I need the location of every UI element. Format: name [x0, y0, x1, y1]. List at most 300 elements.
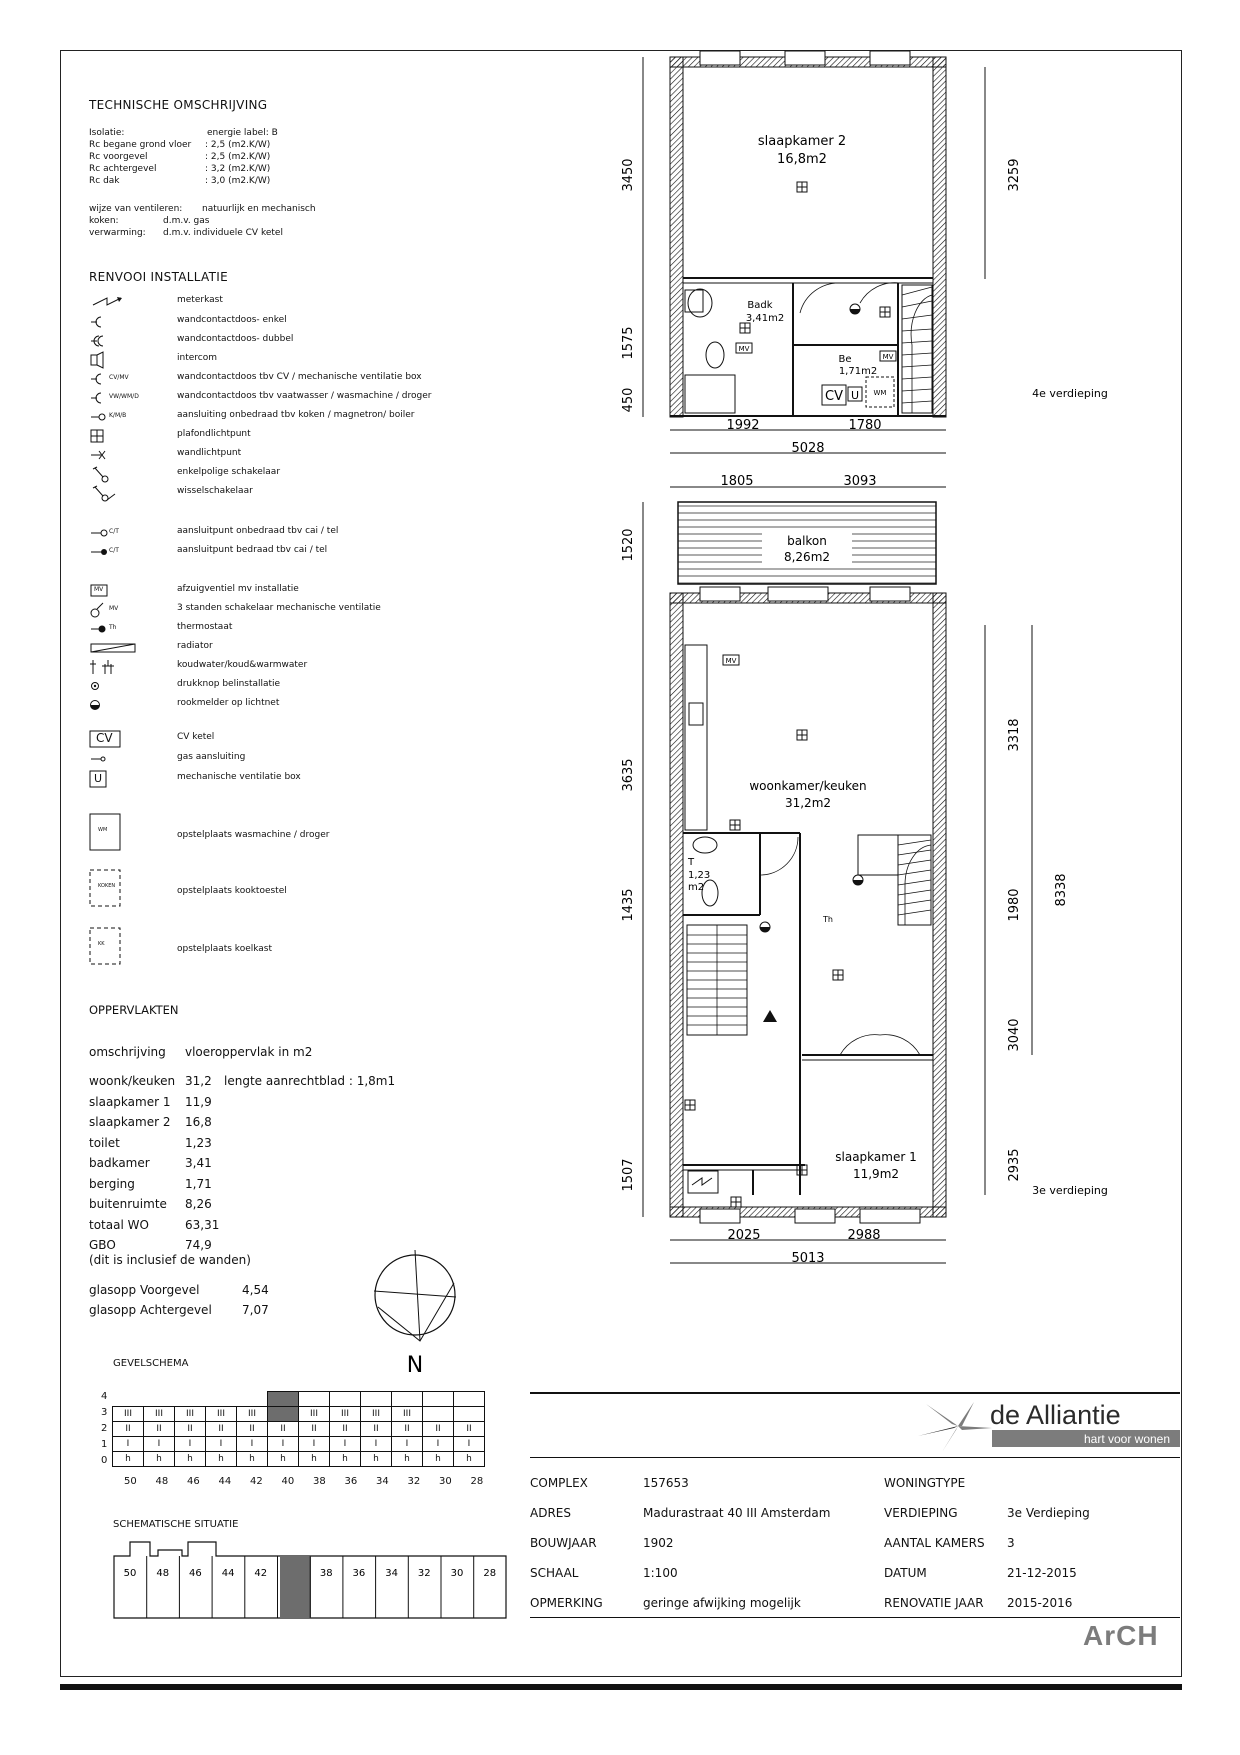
legend-row — [89, 868, 469, 896]
mv-switch-icon — [89, 601, 164, 617]
titleblock-value: geringe afwijking mogelijk — [643, 1596, 801, 1610]
legend-label: wisselschakelaar — [177, 486, 253, 496]
area-row — [89, 1136, 469, 1152]
gevel-house-number: 32 — [407, 1476, 421, 1487]
socket-wm-icon — [89, 389, 164, 405]
svg-text:8338: 8338 — [1054, 873, 1069, 907]
gevel-house-number: 48 — [155, 1476, 169, 1487]
gevel-cell: II — [299, 1422, 330, 1437]
svg-text:WM: WM — [873, 389, 887, 397]
svg-text:3040: 3040 — [1007, 1018, 1022, 1052]
cv-boiler-icon — [89, 730, 164, 746]
thermostat-icon — [89, 620, 164, 636]
gevel-cell: h — [206, 1452, 237, 1467]
legend-code: Th — [109, 624, 117, 631]
room-badk-name: Badk — [747, 300, 773, 311]
meterkast-icon — [89, 293, 164, 309]
plan-upper — [621, 51, 1108, 456]
ceiling-light-icon — [833, 970, 843, 980]
gevel-cell: II — [206, 1422, 237, 1437]
area-value: 31,2 — [185, 1074, 212, 1088]
ceiling-light-icon — [89, 427, 164, 443]
connection-icon — [89, 408, 164, 424]
gevel-cell: I — [206, 1437, 237, 1452]
room-slaapkamer1-name: slaapkamer 1 — [835, 1150, 917, 1164]
room-toilet-unit: m2 — [688, 882, 705, 893]
gevel-cell: I — [299, 1437, 330, 1452]
legend-row — [89, 770, 469, 786]
room-toilet-name: T — [688, 857, 695, 868]
svg-text:5028: 5028 — [791, 441, 825, 456]
vent-key: koken: — [89, 216, 119, 226]
legend-label: drukknop belinstallatie — [177, 679, 281, 689]
gevel-cell — [423, 1407, 454, 1422]
gevel-level-label: 0 — [101, 1455, 108, 1466]
titleblock-rule-top — [530, 1392, 1180, 1394]
legend-row — [89, 750, 469, 766]
legend-label: wandcontactdoos- enkel — [177, 315, 287, 325]
gevel-level-label: 3 — [101, 1407, 108, 1418]
area-value: 1,71 — [185, 1176, 212, 1191]
svg-text:3259: 3259 — [1007, 158, 1022, 192]
area-name: slaapkamer 2 — [89, 1115, 171, 1129]
svg-text:450: 450 — [621, 387, 636, 413]
gevel-cell — [268, 1392, 299, 1407]
legend-row — [89, 524, 469, 540]
legend-row — [89, 484, 469, 500]
area-row — [89, 1177, 469, 1193]
gevel-cell — [175, 1392, 206, 1407]
legend-row — [89, 293, 469, 309]
legend-label: gas aansluiting — [177, 752, 246, 762]
ceiling-light-icon — [731, 1197, 741, 1207]
situatie-house-number: 48 — [156, 1568, 170, 1579]
gevel-cell: II — [392, 1422, 423, 1437]
gevel-cell — [330, 1392, 361, 1407]
balkon-name: balkon — [787, 534, 827, 548]
gevelschema-title: GEVELSCHEMA — [113, 1358, 189, 1369]
meterkast-icon — [692, 1178, 712, 1185]
area-value: 16,8 — [185, 1115, 212, 1129]
situatie-house-number: 28 — [483, 1568, 497, 1579]
legend-row — [89, 351, 469, 367]
gevel-cell: I — [268, 1437, 299, 1452]
titleblock-label: VERDIEPING — [884, 1506, 958, 1520]
tech-key: Rc achtergevel — [89, 164, 157, 174]
legend-label: 3 standen schakelaar mechanische ventilatie — [177, 603, 381, 613]
socket-single-icon — [89, 313, 164, 329]
gevel-cell — [454, 1392, 485, 1407]
titleblock-value: 1:100 — [643, 1566, 678, 1580]
svg-text:1507: 1507 — [621, 1158, 636, 1192]
glass-value: 4,54 — [242, 1283, 269, 1297]
gevel-cell: II — [361, 1422, 392, 1437]
glass-name: glasopp Achtergevel — [89, 1303, 212, 1317]
legend-row — [89, 427, 469, 443]
area-name: GBO — [89, 1238, 116, 1252]
level-4e: 4e verdieping — [1032, 387, 1108, 400]
logo-tagline: hart voor wonen — [1083, 1432, 1171, 1446]
gbo-note: (dit is inclusief de wanden) — [89, 1253, 251, 1267]
gevel-level-label: 1 — [101, 1439, 108, 1450]
titleblock-value: Madurastraat 40 III Amsterdam — [643, 1506, 831, 1520]
tap-icon — [89, 658, 164, 674]
svg-text:1780: 1780 — [848, 418, 882, 433]
gevel-cell: I — [454, 1437, 485, 1452]
tech-value: energie label: B — [207, 128, 278, 138]
cooker-icon — [89, 868, 164, 889]
wall-light-icon — [89, 446, 164, 462]
north-label: N — [406, 1353, 424, 1378]
ceiling-light-icon — [880, 307, 890, 317]
bottom-rule — [60, 1684, 1182, 1690]
gevel-cell: h — [144, 1452, 175, 1467]
gevel-cell: III — [237, 1407, 268, 1422]
gevel-cell — [268, 1407, 299, 1422]
header-vloeroppervlak: vloeroppervlak in m2 — [185, 1045, 313, 1059]
gevel-cell: h — [423, 1452, 454, 1467]
legend-row — [89, 730, 469, 746]
room-slaapkamer2-area: 16,8m2 — [777, 152, 827, 167]
room-badk-area: 3,41m2 — [745, 313, 785, 324]
arch-logo: ArCH — [1083, 1620, 1159, 1651]
svg-text:MV: MV — [738, 345, 750, 353]
area-name: slaapkamer 1 — [89, 1094, 171, 1109]
area-value: 1,23 — [185, 1135, 212, 1150]
gevel-cell: III — [299, 1407, 330, 1422]
gevel-cell: III — [175, 1407, 206, 1422]
gevel-cell: II — [113, 1422, 144, 1437]
legend-label: enkelpolige schakelaar — [177, 467, 281, 477]
gevel-cell: I — [330, 1437, 361, 1452]
tech-key: Isolatie: — [89, 128, 125, 138]
gevel-house-number: 28 — [470, 1476, 484, 1487]
titleblock-label: COMPLEX — [530, 1476, 588, 1490]
area-value: 8,26 — [185, 1197, 212, 1211]
gevel-cell: II — [330, 1422, 361, 1437]
legend-label: meterkast — [177, 295, 223, 305]
socket-cv-icon — [89, 370, 164, 386]
gevel-cell — [423, 1392, 454, 1407]
glass-value: 7,07 — [242, 1303, 269, 1317]
svg-text:3635: 3635 — [621, 758, 636, 792]
legend-row — [89, 446, 469, 462]
legend-label: plafondlichtpunt — [177, 429, 251, 439]
area-row — [89, 1074, 469, 1090]
gevel-cell: III — [392, 1407, 423, 1422]
titleblock-label: SCHAAL — [530, 1566, 579, 1580]
gevel-cell — [361, 1392, 392, 1407]
room-toilet-area: 1,23 — [688, 870, 711, 881]
legend-label: radiator — [177, 641, 213, 651]
gevel-cell: h — [392, 1452, 423, 1467]
gevel-cell: II — [144, 1422, 175, 1437]
tech-key: Rc voorgevel — [89, 152, 148, 162]
gevel-cell — [299, 1392, 330, 1407]
legend-code: CV — [96, 731, 113, 745]
north-compass — [360, 1245, 470, 1380]
gevel-house-number: 44 — [218, 1476, 232, 1487]
legend-label: aansluitpunt bedraad tbv cai / tel — [177, 545, 328, 555]
alliantie-star-icon — [918, 1402, 992, 1452]
gevel-cell — [144, 1392, 175, 1407]
situatie-house-number: 44 — [221, 1568, 235, 1579]
titleblock-label: AANTAL KAMERS — [884, 1536, 985, 1550]
alternating-switch-icon — [89, 484, 164, 500]
gevel-cell: h — [268, 1452, 299, 1467]
svg-text:1435: 1435 — [621, 888, 636, 922]
legend-row — [89, 696, 469, 712]
ceiling-light-icon — [730, 820, 740, 830]
legend-label: wandcontactdoos tbv vaatwasser / wasmachine / droger — [177, 391, 432, 401]
situatie-house-number: 38 — [319, 1568, 333, 1579]
area-value: 63,31 — [185, 1217, 220, 1232]
legend-code: C/T — [109, 547, 119, 554]
legend-code: U — [94, 772, 103, 785]
svg-text:2025: 2025 — [727, 1228, 761, 1243]
room-be-area: 1,71m2 — [838, 366, 878, 377]
situatie-house-number: 32 — [417, 1568, 431, 1579]
room-slaapkamer2-name: slaapkamer 2 — [757, 134, 847, 149]
tech-key: Rc dak — [89, 176, 120, 186]
svg-text:3093: 3093 — [843, 474, 877, 489]
gevelschema-table — [112, 1391, 485, 1467]
legend-row — [89, 370, 469, 386]
legend-row — [89, 332, 469, 348]
legend-row — [89, 620, 469, 636]
legend-label: rookmelder op lichtnet — [177, 698, 280, 708]
titleblock-label: DATUM — [884, 1566, 927, 1580]
de-alliantie-logo — [912, 1396, 1182, 1458]
legend-code: WM — [98, 827, 108, 833]
area-row — [89, 1218, 469, 1234]
tech-value: : 2,5 (m2.K/W) — [205, 140, 271, 150]
tech-value: : 3,2 (m2.K/W) — [205, 164, 271, 174]
tech-value: : 3,0 (m2.K/W) — [205, 176, 271, 186]
gevel-house-number: 30 — [439, 1476, 452, 1487]
svg-text:1805: 1805 — [720, 474, 754, 489]
gevel-house-number: 40 — [281, 1476, 295, 1487]
legend-label: wandcontactdoos tbv CV / mechanische ventilatie box — [177, 372, 422, 382]
gevel-house-number: 34 — [376, 1476, 389, 1487]
technische-title: TECHNISCHE OMSCHRIJVING — [89, 98, 268, 112]
titleblock-label: OPMERKING — [530, 1596, 603, 1610]
svg-text:3450: 3450 — [621, 158, 636, 192]
socket-double-icon — [89, 332, 164, 348]
renvooi-title: RENVOOI INSTALLATIE — [89, 270, 228, 284]
vent-value: d.m.v. individuele CV ketel — [163, 228, 283, 238]
legend-label: thermostaat — [177, 622, 233, 632]
legend-code: VW/WM/D — [109, 393, 139, 400]
gevel-house-number: 36 — [344, 1476, 358, 1487]
legend-label: intercom — [177, 353, 217, 363]
svg-text:MV: MV — [725, 657, 737, 665]
area-row — [89, 1156, 469, 1172]
legend-row — [89, 658, 469, 674]
legend-label: opstelplaats kooktoestel — [177, 886, 287, 896]
gevel-cell: III — [330, 1407, 361, 1422]
legend-row — [89, 389, 469, 405]
logo-name: de Alliantie — [990, 1400, 1121, 1430]
warning-triangle-icon — [763, 1010, 777, 1022]
ceiling-light-icon — [797, 1165, 807, 1175]
plan-lower — [621, 474, 1108, 1266]
situatie-house-number: 42 — [254, 1568, 268, 1579]
situatie-diagram — [112, 1540, 508, 1620]
svg-text:1575: 1575 — [621, 326, 636, 360]
fridge-icon — [89, 926, 164, 947]
legend-code: MV — [109, 605, 119, 612]
oppervlakten-title: OPPERVLAKTEN — [89, 1003, 179, 1017]
intercom-icon — [89, 351, 164, 367]
titleblock-label: RENOVATIE JAAR — [884, 1596, 984, 1610]
vent-value: d.m.v. gas — [163, 216, 210, 226]
compass-circle-icon — [375, 1255, 455, 1335]
balkon-area-value: 8,26m2 — [783, 550, 831, 564]
svg-text:U: U — [850, 389, 860, 402]
tech-value: : 2,5 (m2.K/W) — [205, 152, 271, 162]
legend-code: KK — [98, 941, 105, 947]
area-value: 11,9 — [185, 1094, 212, 1109]
gevel-level-label: 4 — [101, 1391, 108, 1402]
area-note: lengte aanrechtblad : 1,8m1 — [224, 1074, 396, 1088]
svg-text:3318: 3318 — [1007, 718, 1022, 752]
situatie-current-house — [280, 1556, 311, 1618]
area-name: buitenruimte — [89, 1197, 167, 1211]
ceiling-light-icon — [685, 1100, 695, 1110]
gevel-cell: h — [175, 1452, 206, 1467]
ventilation-box-icon — [89, 770, 164, 786]
area-name: toilet — [89, 1135, 120, 1150]
doorbell-icon — [89, 677, 164, 693]
legend-label: wandcontactdoos- dubbel — [177, 334, 294, 344]
vent-value: natuurlijk en mechanisch — [202, 204, 316, 214]
legend-code: MV — [94, 586, 104, 593]
legend-label: mechanische ventilatie box — [177, 772, 301, 782]
gevel-cell: h — [454, 1452, 485, 1467]
vent-key: verwarming: — [89, 228, 146, 238]
meterkast-box — [688, 1171, 718, 1193]
glass-name: glasopp Voorgevel — [89, 1283, 200, 1297]
radiator-icon — [89, 639, 164, 655]
mv-vent-icon — [89, 582, 164, 598]
situatie-house-number: 34 — [385, 1568, 398, 1579]
oppervlakten-header — [89, 1045, 469, 1061]
gevel-cell: II — [268, 1422, 299, 1437]
situatie-house-number: 50 — [123, 1568, 137, 1579]
gevel-cell: I — [361, 1437, 392, 1452]
legend-label: aansluitpunt onbedraad tbv cai / tel — [177, 526, 339, 536]
legend-label: wandlichtpunt — [177, 448, 242, 458]
gevel-house-number: 42 — [250, 1476, 263, 1487]
legend-label: opstelplaats wasmachine / droger — [177, 830, 330, 840]
svg-text:5013: 5013 — [791, 1251, 825, 1266]
gas-icon — [89, 750, 164, 766]
level-3e: 3e verdieping — [1032, 1184, 1108, 1197]
legend-code: KOKEN — [98, 883, 116, 889]
titleblock-value: 3e Verdieping — [1007, 1506, 1090, 1520]
gevel-cell: II — [454, 1422, 485, 1437]
gevel-cell: III — [144, 1407, 175, 1422]
vent-key: wijze van ventileren: — [89, 204, 183, 214]
room-woonkamer-name: woonkamer/keuken — [749, 779, 867, 793]
titleblock-value: 1902 — [643, 1536, 674, 1550]
gevel-house-number: 38 — [313, 1476, 326, 1487]
situatie-house-number: 46 — [189, 1568, 202, 1579]
gevel-cell: II — [237, 1422, 268, 1437]
gevel-cell: III — [206, 1407, 237, 1422]
gevel-cell: h — [237, 1452, 268, 1467]
area-name: badkamer — [89, 1156, 150, 1170]
ceiling-light-icon — [797, 730, 807, 740]
gevel-cell: I — [237, 1437, 268, 1452]
cai-unwired-icon — [89, 524, 164, 540]
room-slaapkamer1-area: 11,9m2 — [852, 1167, 900, 1181]
svg-text:Th: Th — [823, 915, 833, 924]
gevel-cell: I — [175, 1437, 206, 1452]
legend-row — [89, 313, 469, 329]
legend-row — [89, 582, 469, 598]
upper-cv: CV — [825, 389, 843, 404]
gevel-cell: h — [361, 1452, 392, 1467]
titleblock-label: BOUWJAAR — [530, 1536, 597, 1550]
situatie-title: SCHEMATISCHE SITUATIE — [113, 1519, 239, 1530]
gevel-cell: II — [175, 1422, 206, 1437]
legend-row — [89, 639, 469, 655]
area-name: totaal WO — [89, 1217, 149, 1232]
cai-wired-icon — [89, 543, 164, 559]
gevel-cell: III — [113, 1407, 144, 1422]
gevel-cell: I — [144, 1437, 175, 1452]
area-value: 3,41 — [185, 1156, 212, 1170]
smoke-detector-icon — [89, 696, 164, 712]
gevel-cell: h — [299, 1452, 330, 1467]
legend-label: koudwater/koud&warmwater — [177, 660, 308, 670]
gevel-house-number: 46 — [187, 1476, 200, 1487]
titleblock-value: 2015-2016 — [1007, 1596, 1073, 1610]
situatie-house-number: 36 — [352, 1568, 366, 1579]
gevel-cell — [454, 1407, 485, 1422]
gevel-cell: I — [113, 1437, 144, 1452]
area-value: 74,9 — [185, 1238, 212, 1252]
gevel-cell: II — [423, 1422, 454, 1437]
gevel-level-label: 2 — [101, 1423, 108, 1434]
legend-label: afzuigventiel mv installatie — [177, 584, 299, 594]
situatie-house-number: 30 — [450, 1568, 464, 1579]
svg-text:1980: 1980 — [1007, 888, 1022, 922]
legend-label: aansluiting onbedraad tbv koken / magnetron/ boiler — [177, 410, 415, 420]
legend-row — [89, 812, 469, 840]
floor-plan — [540, 45, 1180, 1365]
ceiling-light-icon — [797, 182, 807, 192]
ceiling-light-icon — [740, 323, 750, 333]
legend-label: CV ketel — [177, 732, 215, 742]
gevel-cell — [392, 1392, 423, 1407]
area-name: berging — [89, 1176, 135, 1191]
svg-text:1992: 1992 — [726, 418, 760, 433]
washing-machine-icon — [89, 812, 164, 833]
svg-text:2988: 2988 — [847, 1228, 881, 1243]
titleblock-label: WONINGTYPE — [884, 1476, 966, 1490]
svg-text:MV: MV — [882, 353, 894, 361]
gevel-cell: III — [361, 1407, 392, 1422]
svg-text:1520: 1520 — [621, 528, 636, 562]
room-be-name: Be — [838, 354, 852, 365]
area-row — [89, 1197, 469, 1213]
area-row — [89, 1115, 469, 1131]
gevel-cell — [206, 1392, 237, 1407]
legend-row — [89, 465, 469, 481]
